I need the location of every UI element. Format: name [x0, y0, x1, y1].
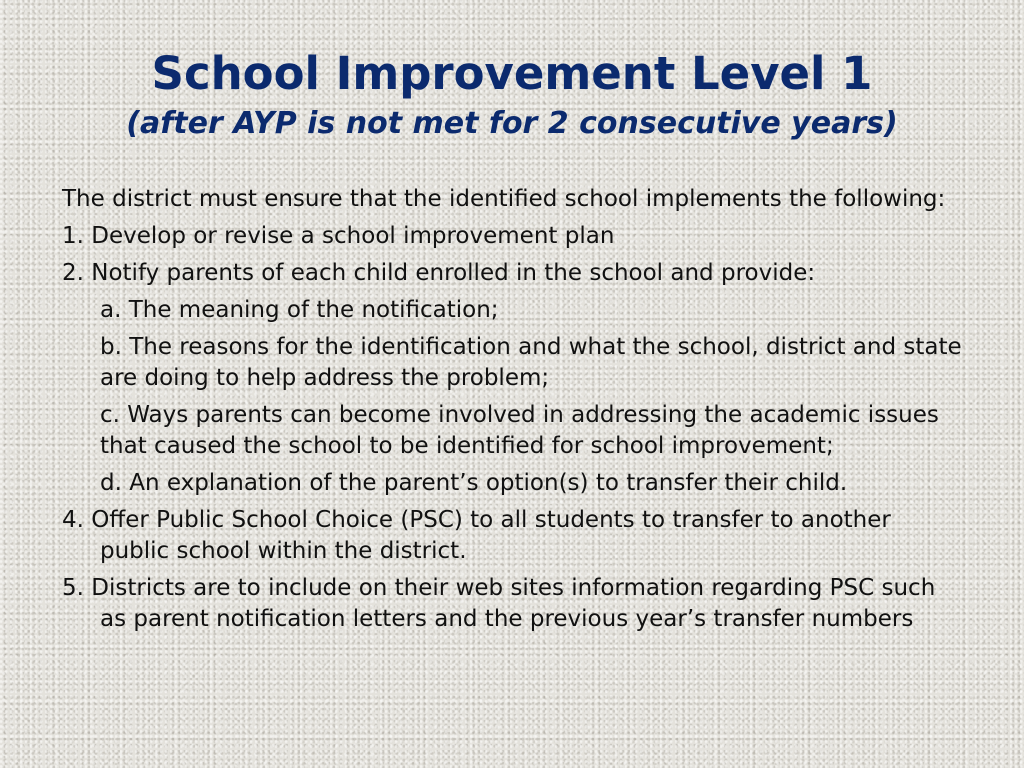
slide-body: [62, 184, 962, 641]
list-item-2: 2. Notify parents of each child enrolled in the school and provide:: [62, 260, 816, 286]
slide-subtitle: (after AYP is not met for 2 consecutive years): [126, 106, 898, 141]
list-item-4: 4. Offer Public School Choice (PSC) to all students to transfer to another public school within the district.: [62, 507, 891, 564]
slide-title: School Improvement Level 1: [151, 47, 873, 100]
sub-item-c: c. Ways parents can become involved in addressing the academic issues that caused the school to be identified for school improvement;: [100, 402, 939, 459]
list-item-1: 1. Develop or revise a school improvement plan: [62, 223, 615, 249]
sub-item-d: d. An explanation of the parent’s option(s) to transfer their child.: [100, 470, 848, 496]
sub-item-a: a. The meaning of the notification;: [100, 297, 499, 323]
slide-title-block: [0, 46, 1024, 144]
list-item-5: 5. Districts are to include on their web sites information regarding PSC such as parent notification letters and the previous year’s transfer numbers: [62, 575, 936, 632]
sub-item-b: b. The reasons for the identification and what the school, district and state are doing to help address the problem;: [100, 334, 962, 391]
intro-text: The district must ensure that the identified school implements the following:: [62, 186, 946, 212]
